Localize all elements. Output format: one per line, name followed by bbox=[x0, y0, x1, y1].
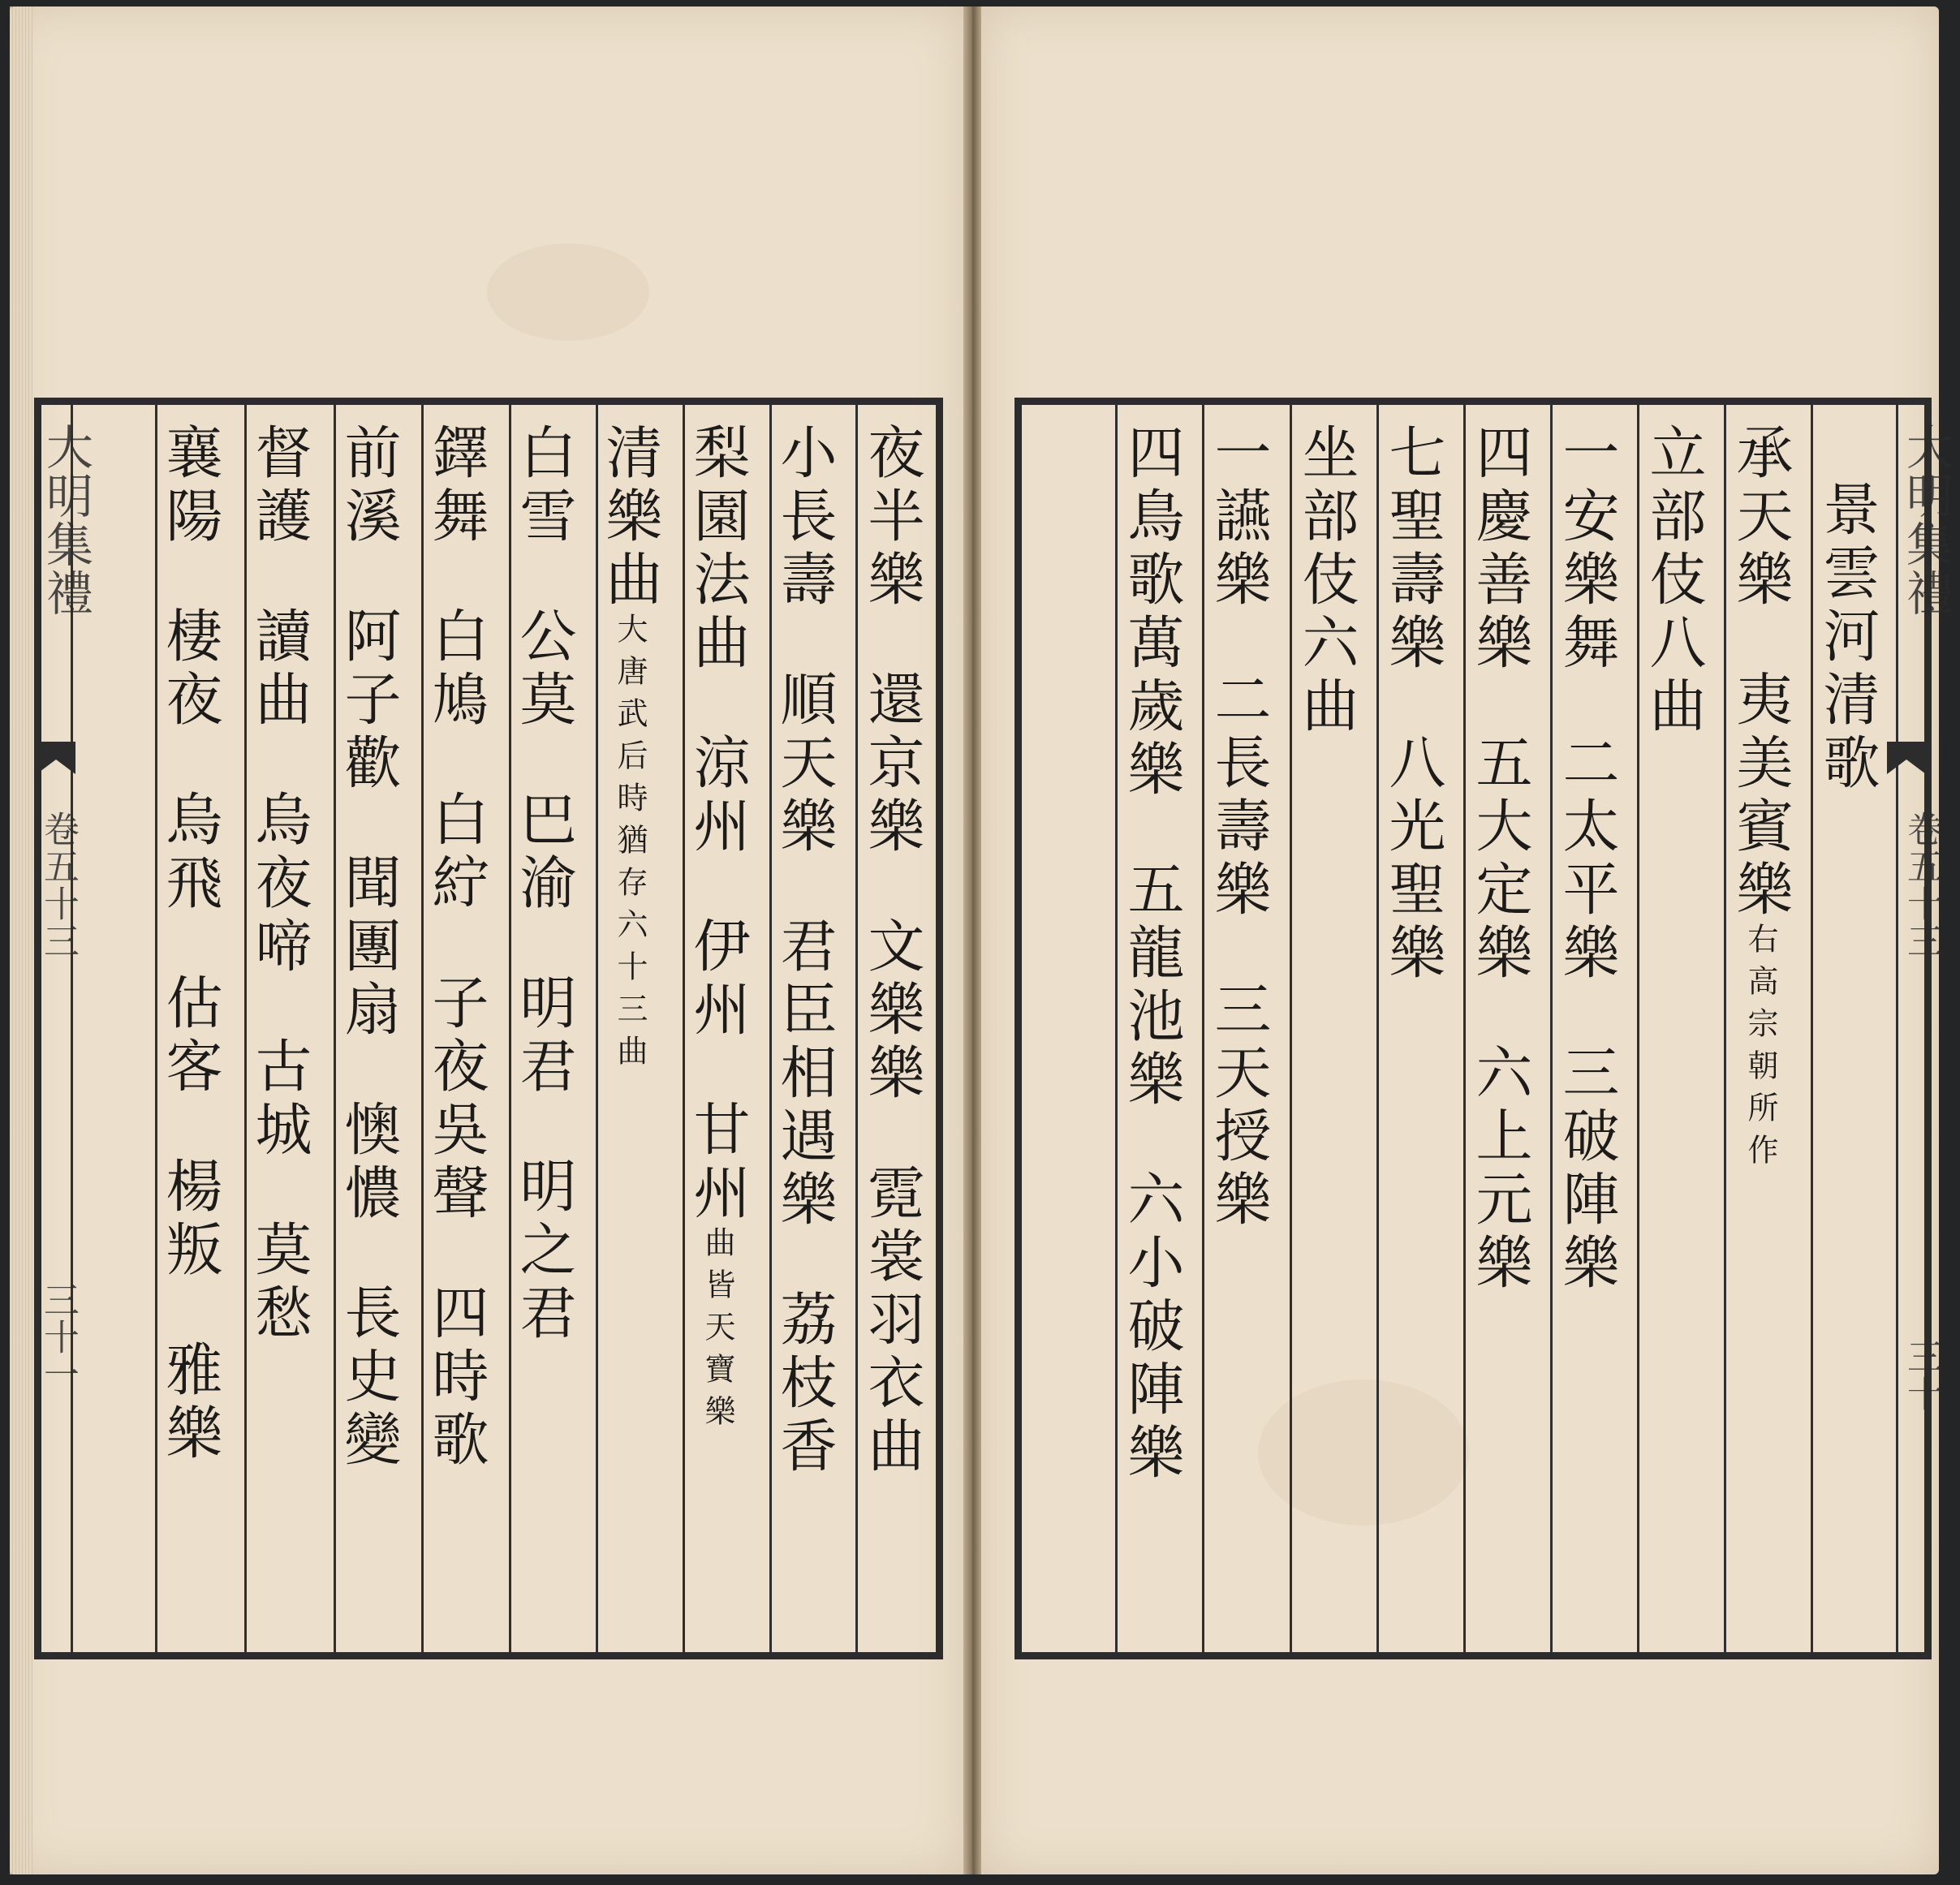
column-rule bbox=[1202, 405, 1204, 1652]
text-column: 景雲河清歌 bbox=[1814, 480, 1880, 796]
right-margin-folio: 三十 bbox=[1901, 1338, 1942, 1413]
text-column: 小長壽順天樂君臣相遇樂荔枝香 bbox=[771, 423, 838, 1479]
text-column: 白雪公莫巴渝明君明之君 bbox=[510, 423, 577, 1346]
left-margin-volume: 卷五十三 bbox=[37, 811, 79, 960]
text-column: 四鳥歌萬歲樂五龍池樂六小破陣樂 bbox=[1118, 423, 1185, 1486]
text-column: 七聖壽樂八光聖樂 bbox=[1380, 423, 1446, 986]
paper-stain bbox=[487, 243, 649, 341]
right-margin-title: 大明集禮 bbox=[1898, 423, 1954, 618]
column-rule bbox=[1724, 405, 1726, 1652]
text-column: 清樂曲大唐武后時猶存六十三曲 bbox=[597, 423, 663, 1077]
text-column: 坐部伎六曲 bbox=[1293, 423, 1359, 739]
left-margin-folio: 三十一 bbox=[37, 1281, 79, 1393]
inline-note: 曲皆天寶樂 bbox=[700, 1226, 735, 1437]
text-column: 一安樂舞二太平樂三破陣樂 bbox=[1553, 423, 1620, 1296]
text-column: 鐸舞白鳩白紵子夜吳聲四時歌 bbox=[423, 423, 489, 1473]
right-text-frame bbox=[1014, 398, 1954, 1659]
text-column: 四慶善樂五大定樂六上元樂 bbox=[1467, 423, 1533, 1296]
left-margin-title: 大明集禮 bbox=[38, 423, 93, 618]
column-rule bbox=[1290, 405, 1292, 1652]
text-column: 督護讀曲烏夜啼古城莫愁 bbox=[246, 423, 312, 1346]
column-rule bbox=[1463, 405, 1466, 1652]
column-rule bbox=[1376, 405, 1379, 1652]
right-margin-volume: 卷五十三 bbox=[1901, 811, 1942, 960]
inline-note: 右高宗朝所作 bbox=[1742, 923, 1778, 1176]
column-rule bbox=[244, 405, 247, 1652]
text-column: 前溪阿子歡聞團扇懊憹長史變 bbox=[335, 423, 402, 1473]
text-column: 立部伎八曲 bbox=[1640, 423, 1707, 739]
column-rule bbox=[1637, 405, 1639, 1652]
column-rule bbox=[1550, 405, 1553, 1652]
left-text-frame bbox=[34, 398, 943, 1659]
column-rule bbox=[855, 405, 858, 1652]
text-column: 梨園法曲涼州伊州甘州曲皆天寶樂 bbox=[684, 423, 751, 1437]
left-page-edge bbox=[10, 6, 32, 1874]
inline-note: 大唐武后時猶存六十三曲 bbox=[612, 613, 648, 1077]
text-column: 襄陽棲夜烏飛估客楊叛雅樂 bbox=[157, 423, 223, 1466]
column-rule bbox=[1115, 405, 1118, 1652]
text-column: 夜半樂還京樂文樂樂霓裳羽衣曲 bbox=[859, 423, 925, 1479]
text-column: 一讌樂二長壽樂三天授樂 bbox=[1205, 423, 1272, 1233]
text-column: 承天樂夷美賓樂右高宗朝所作 bbox=[1727, 423, 1794, 1176]
column-rule bbox=[1811, 405, 1813, 1652]
book-gutter bbox=[963, 6, 981, 1874]
